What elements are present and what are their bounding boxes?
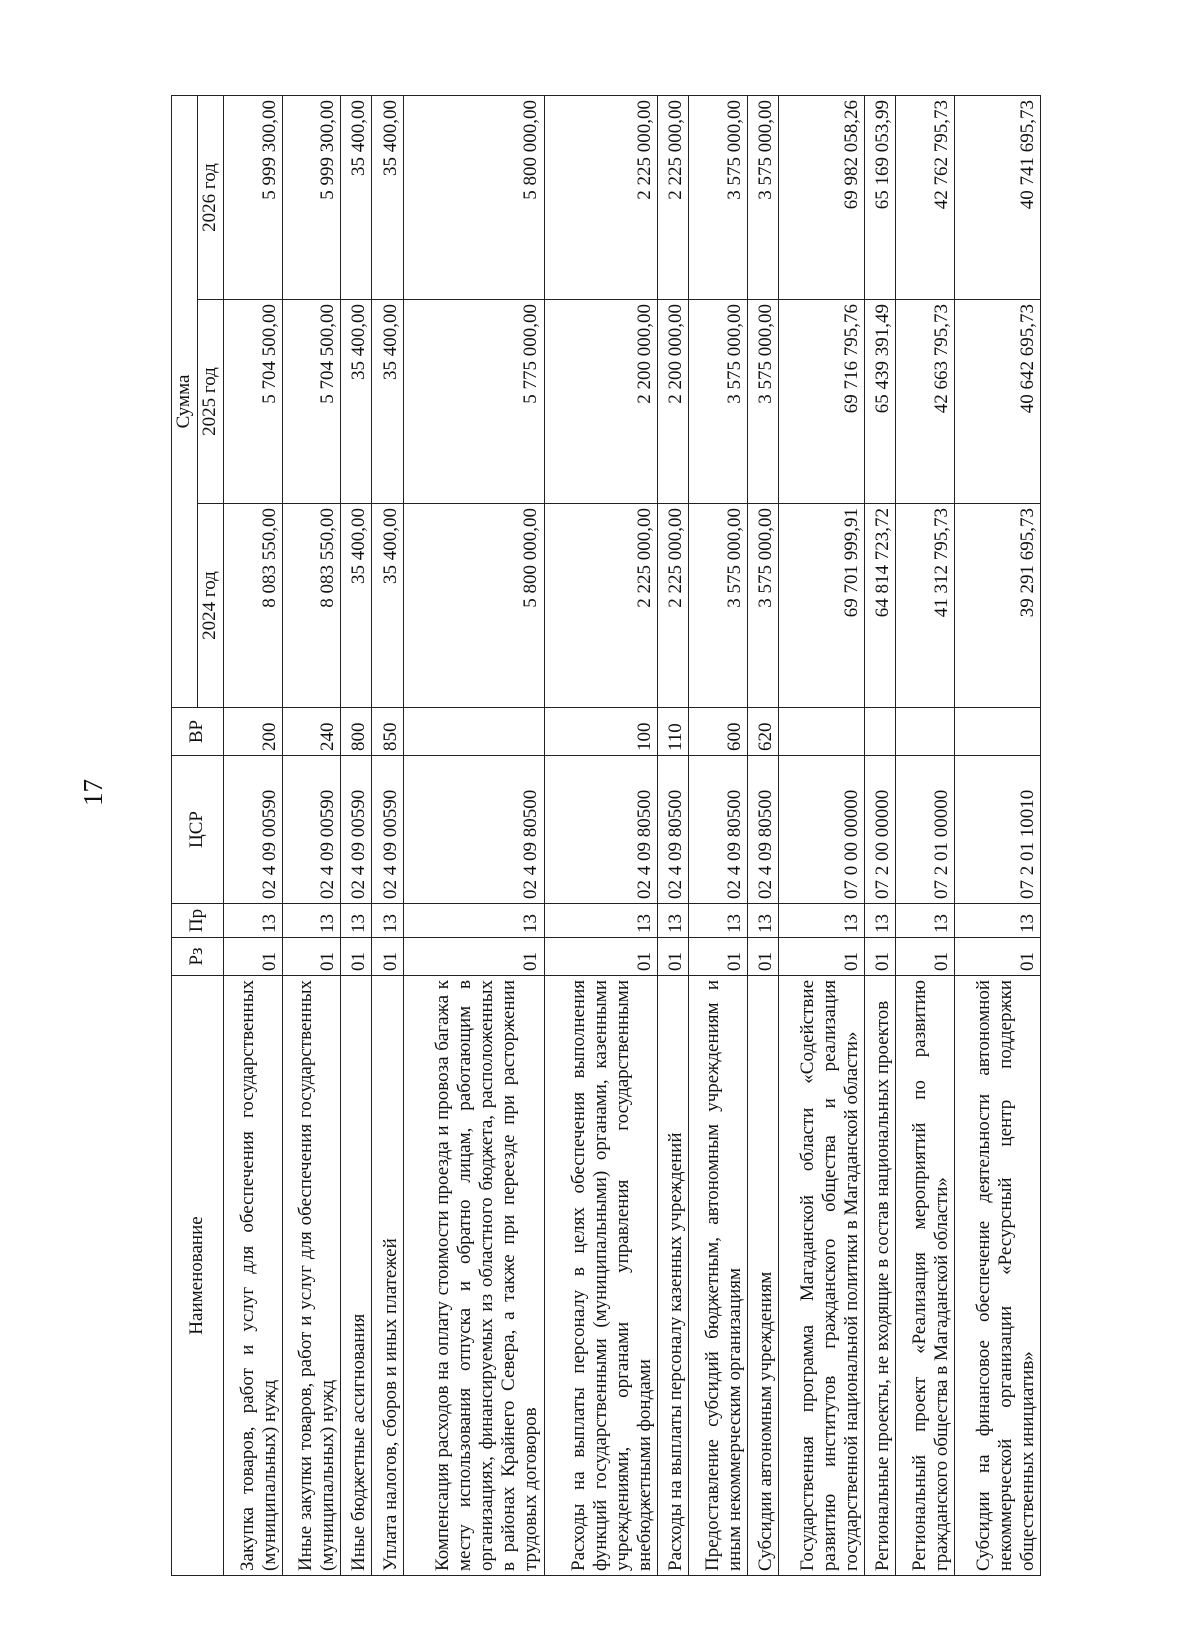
row-amount-2024: 35 400,00 [341,504,372,708]
row-amount-2025: 65 439 391,49 [865,300,896,504]
row-amount-2025: 3 575 000,00 [747,300,778,504]
row-csr: 07 2 00 00000 [865,756,896,904]
row-csr: 07 2 01 00000 [896,756,955,904]
row-amount-2024: 64 814 723,72 [865,504,896,708]
row-amount-2024: 39 291 695,73 [954,504,1040,708]
row-csr: 02 4 09 80500 [544,756,658,904]
row-pr: 13 [403,904,544,938]
row-name: Закупка товаров, работ и услуг для обеспечения государственных (муниципальных) нужд [224,976,283,1576]
row-csr: 02 4 09 00590 [224,756,283,904]
row-rz: 01 [341,938,372,976]
row-vr: 620 [747,708,778,756]
row-amount-2026: 65 169 053,99 [865,96,896,300]
row-name: Субсидии на финансовое обеспечение деятельности автономной некоммерческой организации «Ресурсный центр поддержки общественных инициатив» [954,976,1040,1576]
row-amount-2025: 2 200 000,00 [544,300,658,504]
row-amount-2026: 35 400,00 [372,96,403,300]
row-amount-2026: 40 741 695,73 [954,96,1040,300]
row-amount-2024: 2 225 000,00 [658,504,689,708]
row-amount-2025: 2 200 000,00 [658,300,689,504]
table-row [403,96,544,1576]
row-amount-2026: 5 800 000,00 [403,96,544,300]
table-row [372,96,403,1576]
row-amount-2026: 3 575 000,00 [689,96,748,300]
row-csr: 02 4 09 00590 [341,756,372,904]
row-amount-2024: 69 701 999,91 [778,504,864,708]
row-csr: 07 2 01 10010 [954,756,1040,904]
row-csr: 02 4 09 80500 [658,756,689,904]
row-vr [778,708,864,756]
row-rz: 01 [282,938,341,976]
table-row [224,96,283,1576]
row-name: Региональный проект «Реализация мероприятий по развитию гражданского общества в Магаданской области» [896,976,955,1576]
row-vr: 800 [341,708,372,756]
row-vr [896,708,955,756]
row-pr: 13 [778,904,864,938]
row-pr: 13 [689,904,748,938]
table-row [896,96,955,1576]
table-row [282,96,341,1576]
row-vr: 240 [282,708,341,756]
table-row [658,96,689,1576]
header-sum: Сумма [172,96,198,708]
row-amount-2024: 5 800 000,00 [403,504,544,708]
row-amount-2026: 5 999 300,00 [224,96,283,300]
table-row [341,96,372,1576]
row-name: Региональные проекты, не входящие в состав национальных проектов [865,976,896,1576]
row-rz: 01 [954,938,1040,976]
row-rz: 01 [865,938,896,976]
row-vr [403,708,544,756]
row-amount-2025: 35 400,00 [341,300,372,504]
table-row [954,96,1040,1576]
row-amount-2026: 2 225 000,00 [544,96,658,300]
row-vr [954,708,1040,756]
row-vr: 200 [224,708,283,756]
table-row [747,96,778,1576]
table-row [689,96,748,1576]
row-amount-2025: 5 704 500,00 [224,300,283,504]
page-number: 17 [78,779,108,806]
row-csr: 02 4 09 00590 [372,756,403,904]
row-vr: 100 [544,708,658,756]
table-row [778,96,864,1576]
row-csr: 07 0 00 00000 [778,756,864,904]
row-pr: 13 [747,904,778,938]
row-amount-2025: 40 642 695,73 [954,300,1040,504]
row-name: Предоставление субсидий бюджетным, автономным учреждениям и иным некоммерческим организациям [689,976,748,1576]
row-csr: 02 4 09 00590 [282,756,341,904]
row-amount-2024: 3 575 000,00 [747,504,778,708]
row-vr: 600 [689,708,748,756]
row-amount-2026: 42 762 795,73 [896,96,955,300]
row-amount-2025: 35 400,00 [372,300,403,504]
row-name: Расходы на выплаты персоналу в целях обеспечения выполнения функций государственными (муниципальными) органами, казенными учреждениями, органами управления государственными внебюджетными фондами [544,976,658,1576]
row-csr: 02 4 09 80500 [689,756,748,904]
row-pr: 13 [865,904,896,938]
row-name: Субсидии автономным учреждениям [747,976,778,1576]
row-rz: 01 [372,938,403,976]
row-amount-2024: 3 575 000,00 [689,504,748,708]
header-rz: Рз [172,938,224,976]
row-rz: 01 [896,938,955,976]
budget-table [171,95,1041,1576]
row-rz: 01 [658,938,689,976]
row-pr: 13 [224,904,283,938]
rotated-table-container [171,96,1041,1576]
row-name: Государственная программа Магаданской области «Содействие развитию институтов гражданского общества и реализация государственной национальной политики в Магаданской области» [778,976,864,1576]
row-name: Уплата налогов, сборов и иных платежей [372,976,403,1576]
row-name: Иные закупки товаров, работ и услуг для обеспечения государственных (муниципальных) нужд [282,976,341,1576]
row-amount-2026: 2 225 000,00 [658,96,689,300]
table-row [544,96,658,1576]
row-amount-2024: 8 083 550,00 [224,504,283,708]
row-rz: 01 [403,938,544,976]
row-rz: 01 [544,938,658,976]
row-rz: 01 [778,938,864,976]
row-amount-2025: 5 704 500,00 [282,300,341,504]
header-2025: 2025 год [198,300,224,504]
row-csr: 02 4 09 80500 [403,756,544,904]
row-name: Компенсация расходов на оплату стоимости проезда и провоза багажа к месту использования отпуска и обратно лицам, работающим в организациях, финансируемых из областного бюджета, расположенных в районах Крайнего Севера, а также при переезде при расторжении трудовых договоров [403,976,544,1576]
row-amount-2026: 5 999 300,00 [282,96,341,300]
row-amount-2024: 8 083 550,00 [282,504,341,708]
row-amount-2026: 35 400,00 [341,96,372,300]
header-2026: 2026 год [198,96,224,300]
row-vr [865,708,896,756]
row-pr: 13 [341,904,372,938]
row-csr: 02 4 09 80500 [747,756,778,904]
row-amount-2026: 3 575 000,00 [747,96,778,300]
row-amount-2025: 42 663 795,73 [896,300,955,504]
row-amount-2025: 5 775 000,00 [403,300,544,504]
row-pr: 13 [372,904,403,938]
row-pr: 13 [658,904,689,938]
header-csr: ЦСР [172,756,224,904]
row-amount-2024: 35 400,00 [372,504,403,708]
row-pr: 13 [954,904,1040,938]
row-rz: 01 [224,938,283,976]
row-pr: 13 [282,904,341,938]
row-name: Иные бюджетные ассигнования [341,976,372,1576]
header-name: Наименование [172,976,224,1576]
row-amount-2026: 69 982 058,26 [778,96,864,300]
row-rz: 01 [747,938,778,976]
row-name: Расходы на выплаты персоналу казенных учреждений [658,976,689,1576]
header-vr: ВР [172,708,224,756]
header-2024: 2024 год [198,504,224,708]
row-vr: 110 [658,708,689,756]
table-row [865,96,896,1576]
row-amount-2024: 2 225 000,00 [544,504,658,708]
row-amount-2025: 69 716 795,76 [778,300,864,504]
row-vr: 850 [372,708,403,756]
row-amount-2024: 41 312 795,73 [896,504,955,708]
row-amount-2025: 3 575 000,00 [689,300,748,504]
header-pr: Пр [172,904,224,938]
row-pr: 13 [896,904,955,938]
row-pr: 13 [544,904,658,938]
row-rz: 01 [689,938,748,976]
